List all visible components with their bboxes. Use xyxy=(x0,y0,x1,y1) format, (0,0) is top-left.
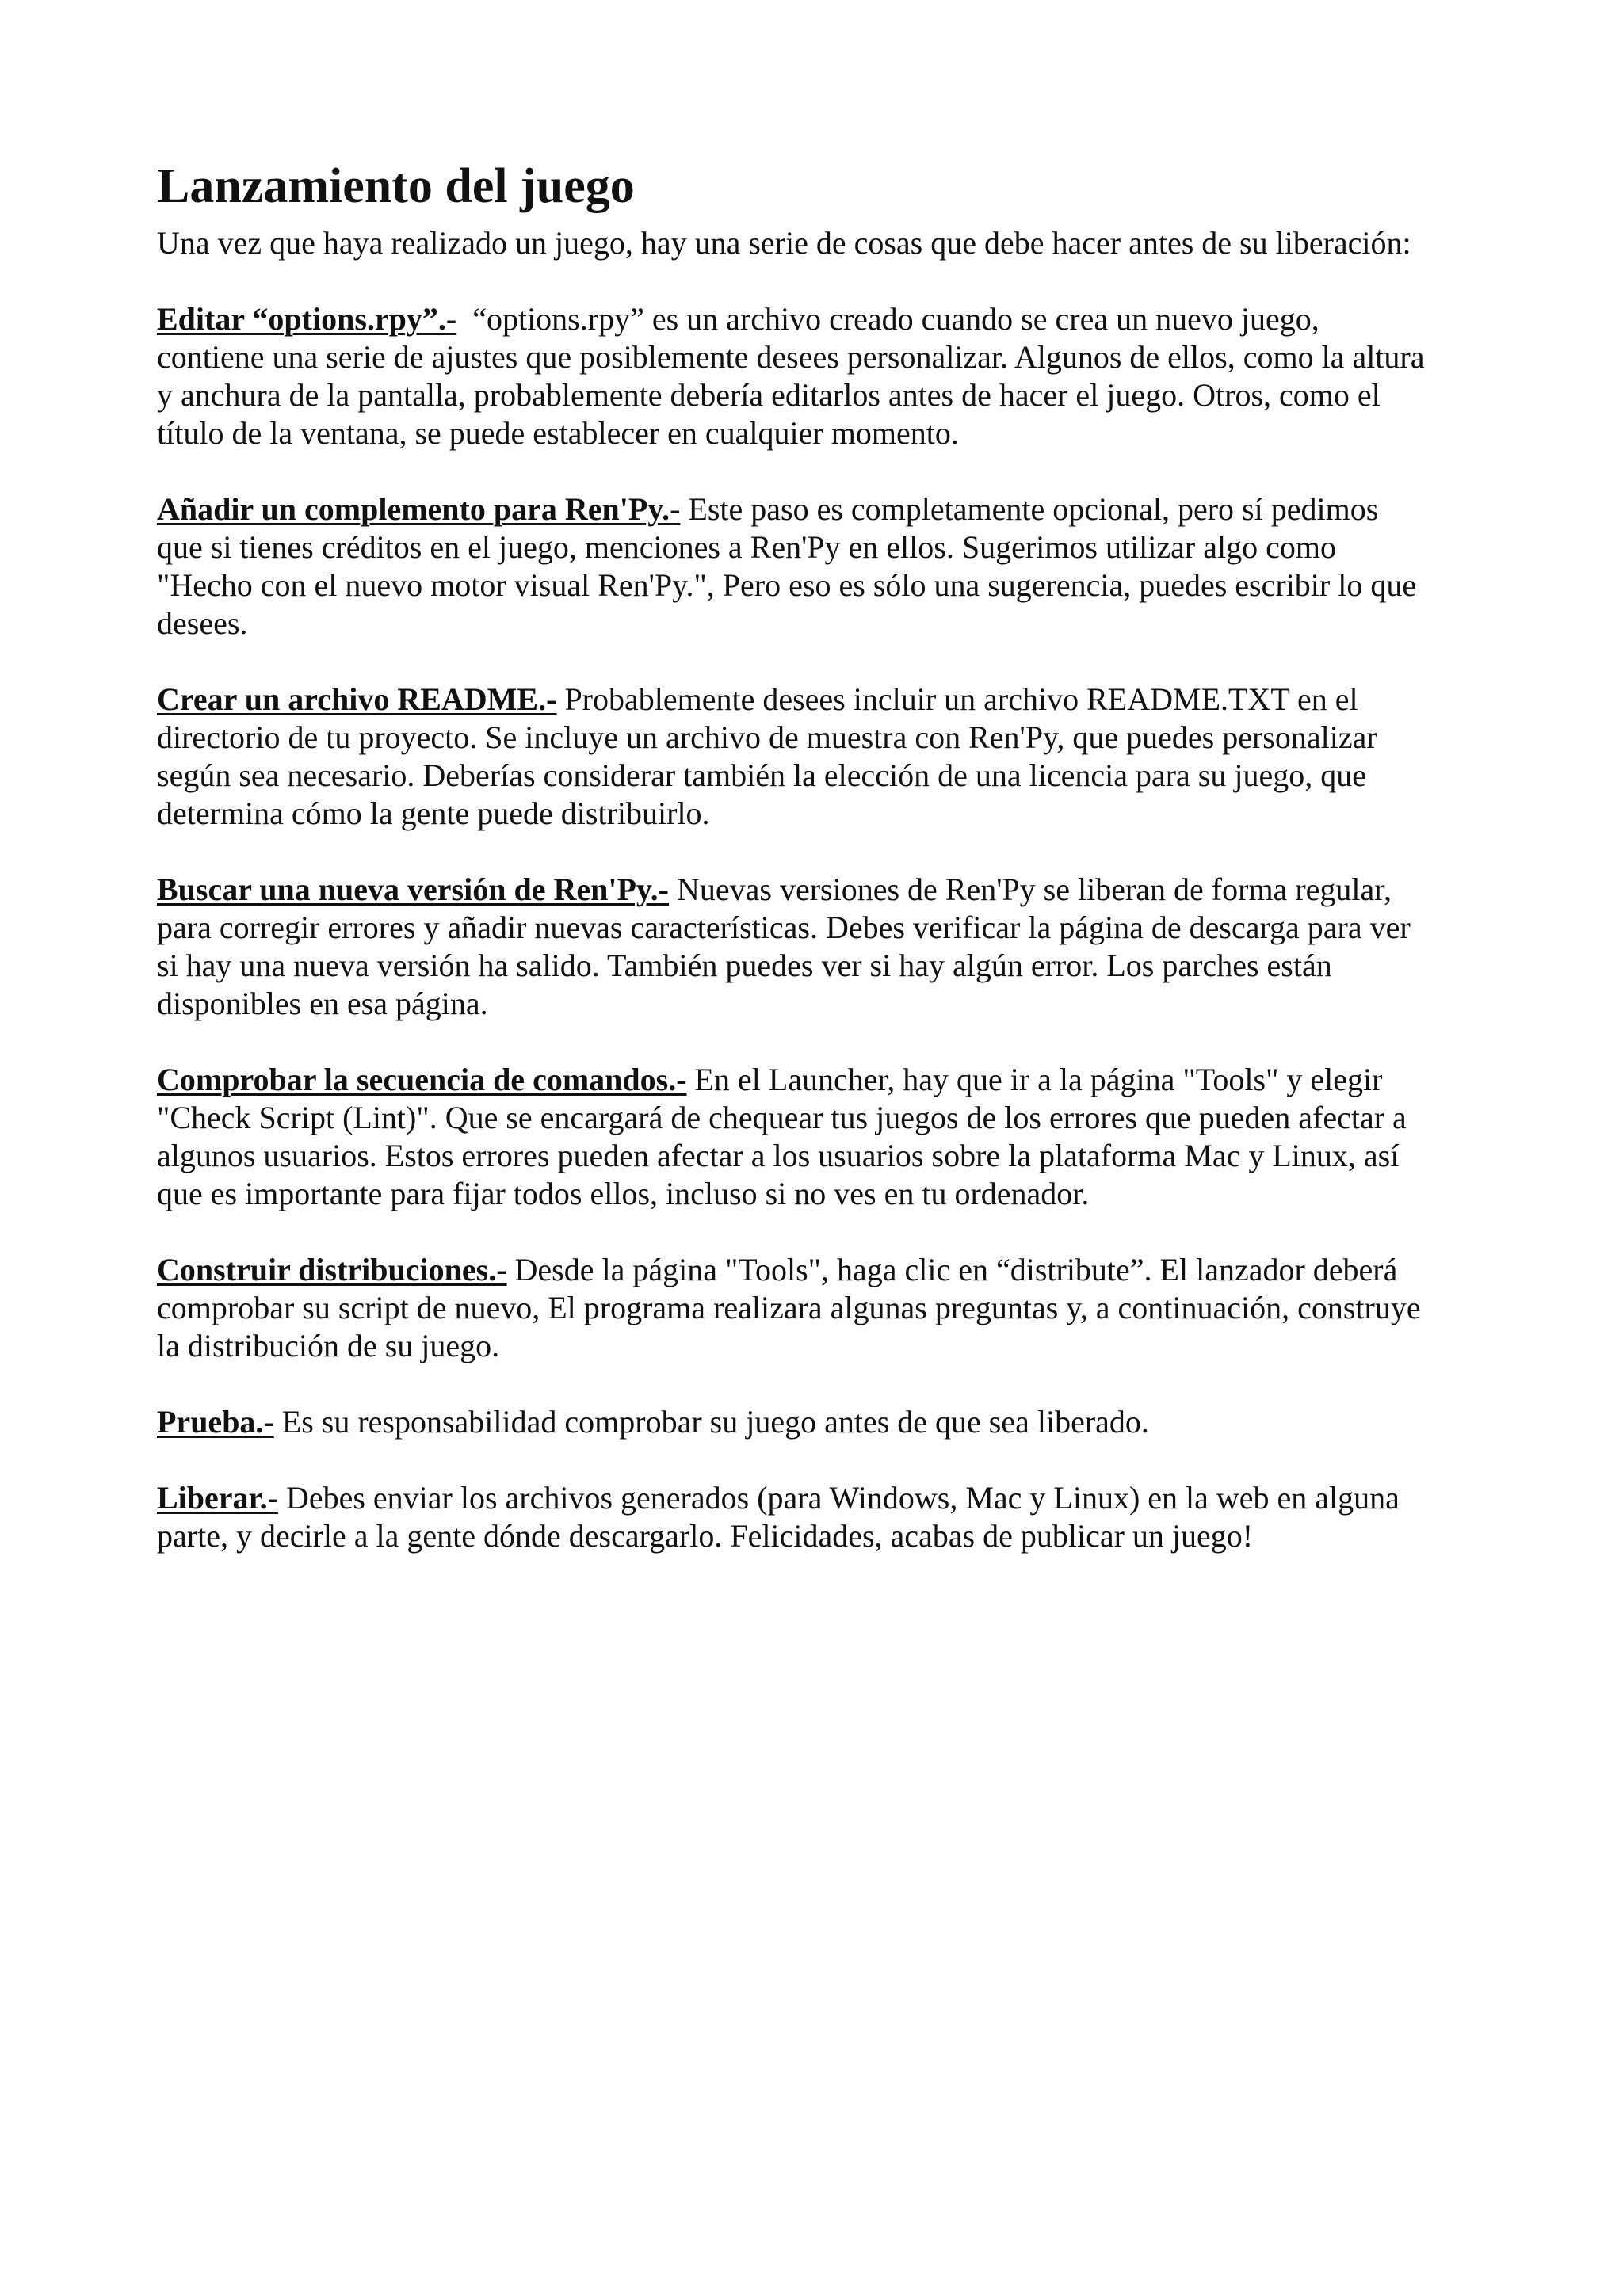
section-text: Debes enviar los archivos generados (para Windows, Mac y Linux) en la web en alguna xyxy=(277,1480,1400,1516)
section-label: Liberar.- xyxy=(157,1480,278,1516)
section-anadir-complemento xyxy=(157,490,1488,643)
section-text: la distribución de su juego. xyxy=(157,1328,500,1363)
section-first-line xyxy=(157,1251,1488,1289)
section-text: Desde la página "Tools", haga clic en “distribute”. El lanzador deberá xyxy=(506,1252,1398,1287)
section-text: que si tienes créditos en el juego, menciones a Ren'Py en ellos. Sugerimos utilizar algo como xyxy=(157,529,1336,565)
section-first-line xyxy=(157,300,1488,338)
section-first-line xyxy=(157,871,1488,909)
section-label: Comprobar la secuencia de comandos.- xyxy=(157,1062,687,1097)
section-text: Este paso es completamente opcional, pero sí pedimos xyxy=(680,491,1379,527)
section-text: disponibles en esa página. xyxy=(157,986,488,1021)
section-text: Es su responsabilidad comprobar su juego antes de que sea liberado. xyxy=(273,1404,1149,1440)
section-text: título de la ventana, se puede establecer en cualquier momento. xyxy=(157,415,959,451)
section-text: "Check Script (Lint)". Que se encargará de chequear tus juegos de los errores que pueden afectar a xyxy=(157,1100,1407,1135)
section-text: que es importante para fijar todos ellos, incluso si no ves en tu ordenador. xyxy=(157,1176,1090,1211)
section-text: si hay una nueva versión ha salido. También puedes ver si hay algún error. Los parches están xyxy=(157,948,1332,983)
page-title: Lanzamiento del juego xyxy=(157,159,635,213)
section-editar-options xyxy=(157,300,1488,452)
section-label: Añadir un complemento para Ren'Py.- xyxy=(157,491,681,527)
section-first-line xyxy=(157,490,1488,528)
section-first-line xyxy=(157,1061,1488,1099)
section-text: contiene una serie de ajustes que posiblemente desees personalizar. Algunos de ellos, como la altura xyxy=(157,339,1425,375)
section-buscar-version xyxy=(157,871,1488,1023)
section-text: desees. xyxy=(157,605,248,641)
section-text: para corregir errores y añadir nuevas características. Debes verificar la página de descarga para ver xyxy=(157,910,1411,945)
section-label: Prueba.- xyxy=(157,1404,274,1440)
section-text: comprobar su script de nuevo, El programa realizara algunas preguntas y, a continuación, construye xyxy=(157,1290,1421,1325)
section-text: Probablemente desees incluir un archivo README.TXT en el xyxy=(556,681,1358,717)
section-text: determina cómo la gente puede distribuirlo. xyxy=(157,795,710,831)
section-text: parte, y decirle a la gente dónde descargarlo. Felicidades, acabas de publicar un juego! xyxy=(157,1518,1254,1554)
section-first-line xyxy=(157,681,1488,719)
section-first-line xyxy=(157,1403,1488,1441)
document-page xyxy=(157,154,1488,1593)
section-crear-readme xyxy=(157,681,1488,833)
section-first-line xyxy=(157,1479,1488,1517)
section-text: según sea necesario. Deberías considerar también la elección de una licencia para su juego, que xyxy=(157,757,1366,793)
section-comprobar-secuencia xyxy=(157,1061,1488,1213)
section-label: Construir distribuciones.- xyxy=(157,1252,507,1287)
section-text: y anchura de la pantalla, probablemente debería editarlos antes de hacer el juego. Otros, como el xyxy=(157,377,1381,413)
section-text: “options.rpy” es un archivo creado cuando se crea un nuevo juego, xyxy=(456,301,1319,337)
section-prueba xyxy=(157,1403,1488,1441)
section-text: En el Launcher, hay que ir a la página "Tools" y elegir xyxy=(686,1062,1383,1097)
intro-paragraph: Una vez que haya realizado un juego, hay una serie de cosas que debe hacer antes de su liberación: xyxy=(157,225,1411,261)
section-label: Editar “options.rpy”.- xyxy=(157,301,457,337)
section-label: Buscar una nueva versión de Ren'Py.- xyxy=(157,871,669,907)
section-text: Nuevas versiones de Ren'Py se liberan de forma regular, xyxy=(669,871,1392,907)
section-text: algunos usuarios. Estos errores pueden afectar a los usuarios sobre la plataforma Mac y Linux, así xyxy=(157,1138,1400,1173)
section-liberar xyxy=(157,1479,1488,1555)
section-construir-distribuciones xyxy=(157,1251,1488,1365)
section-label: Crear un archivo README.- xyxy=(157,681,557,717)
section-text: directorio de tu proyecto. Se incluye un archivo de muestra con Ren'Py, que puedes personalizar xyxy=(157,719,1377,755)
section-text: "Hecho con el nuevo motor visual Ren'Py.", Pero eso es sólo una sugerencia, puedes escribir lo que xyxy=(157,567,1417,603)
